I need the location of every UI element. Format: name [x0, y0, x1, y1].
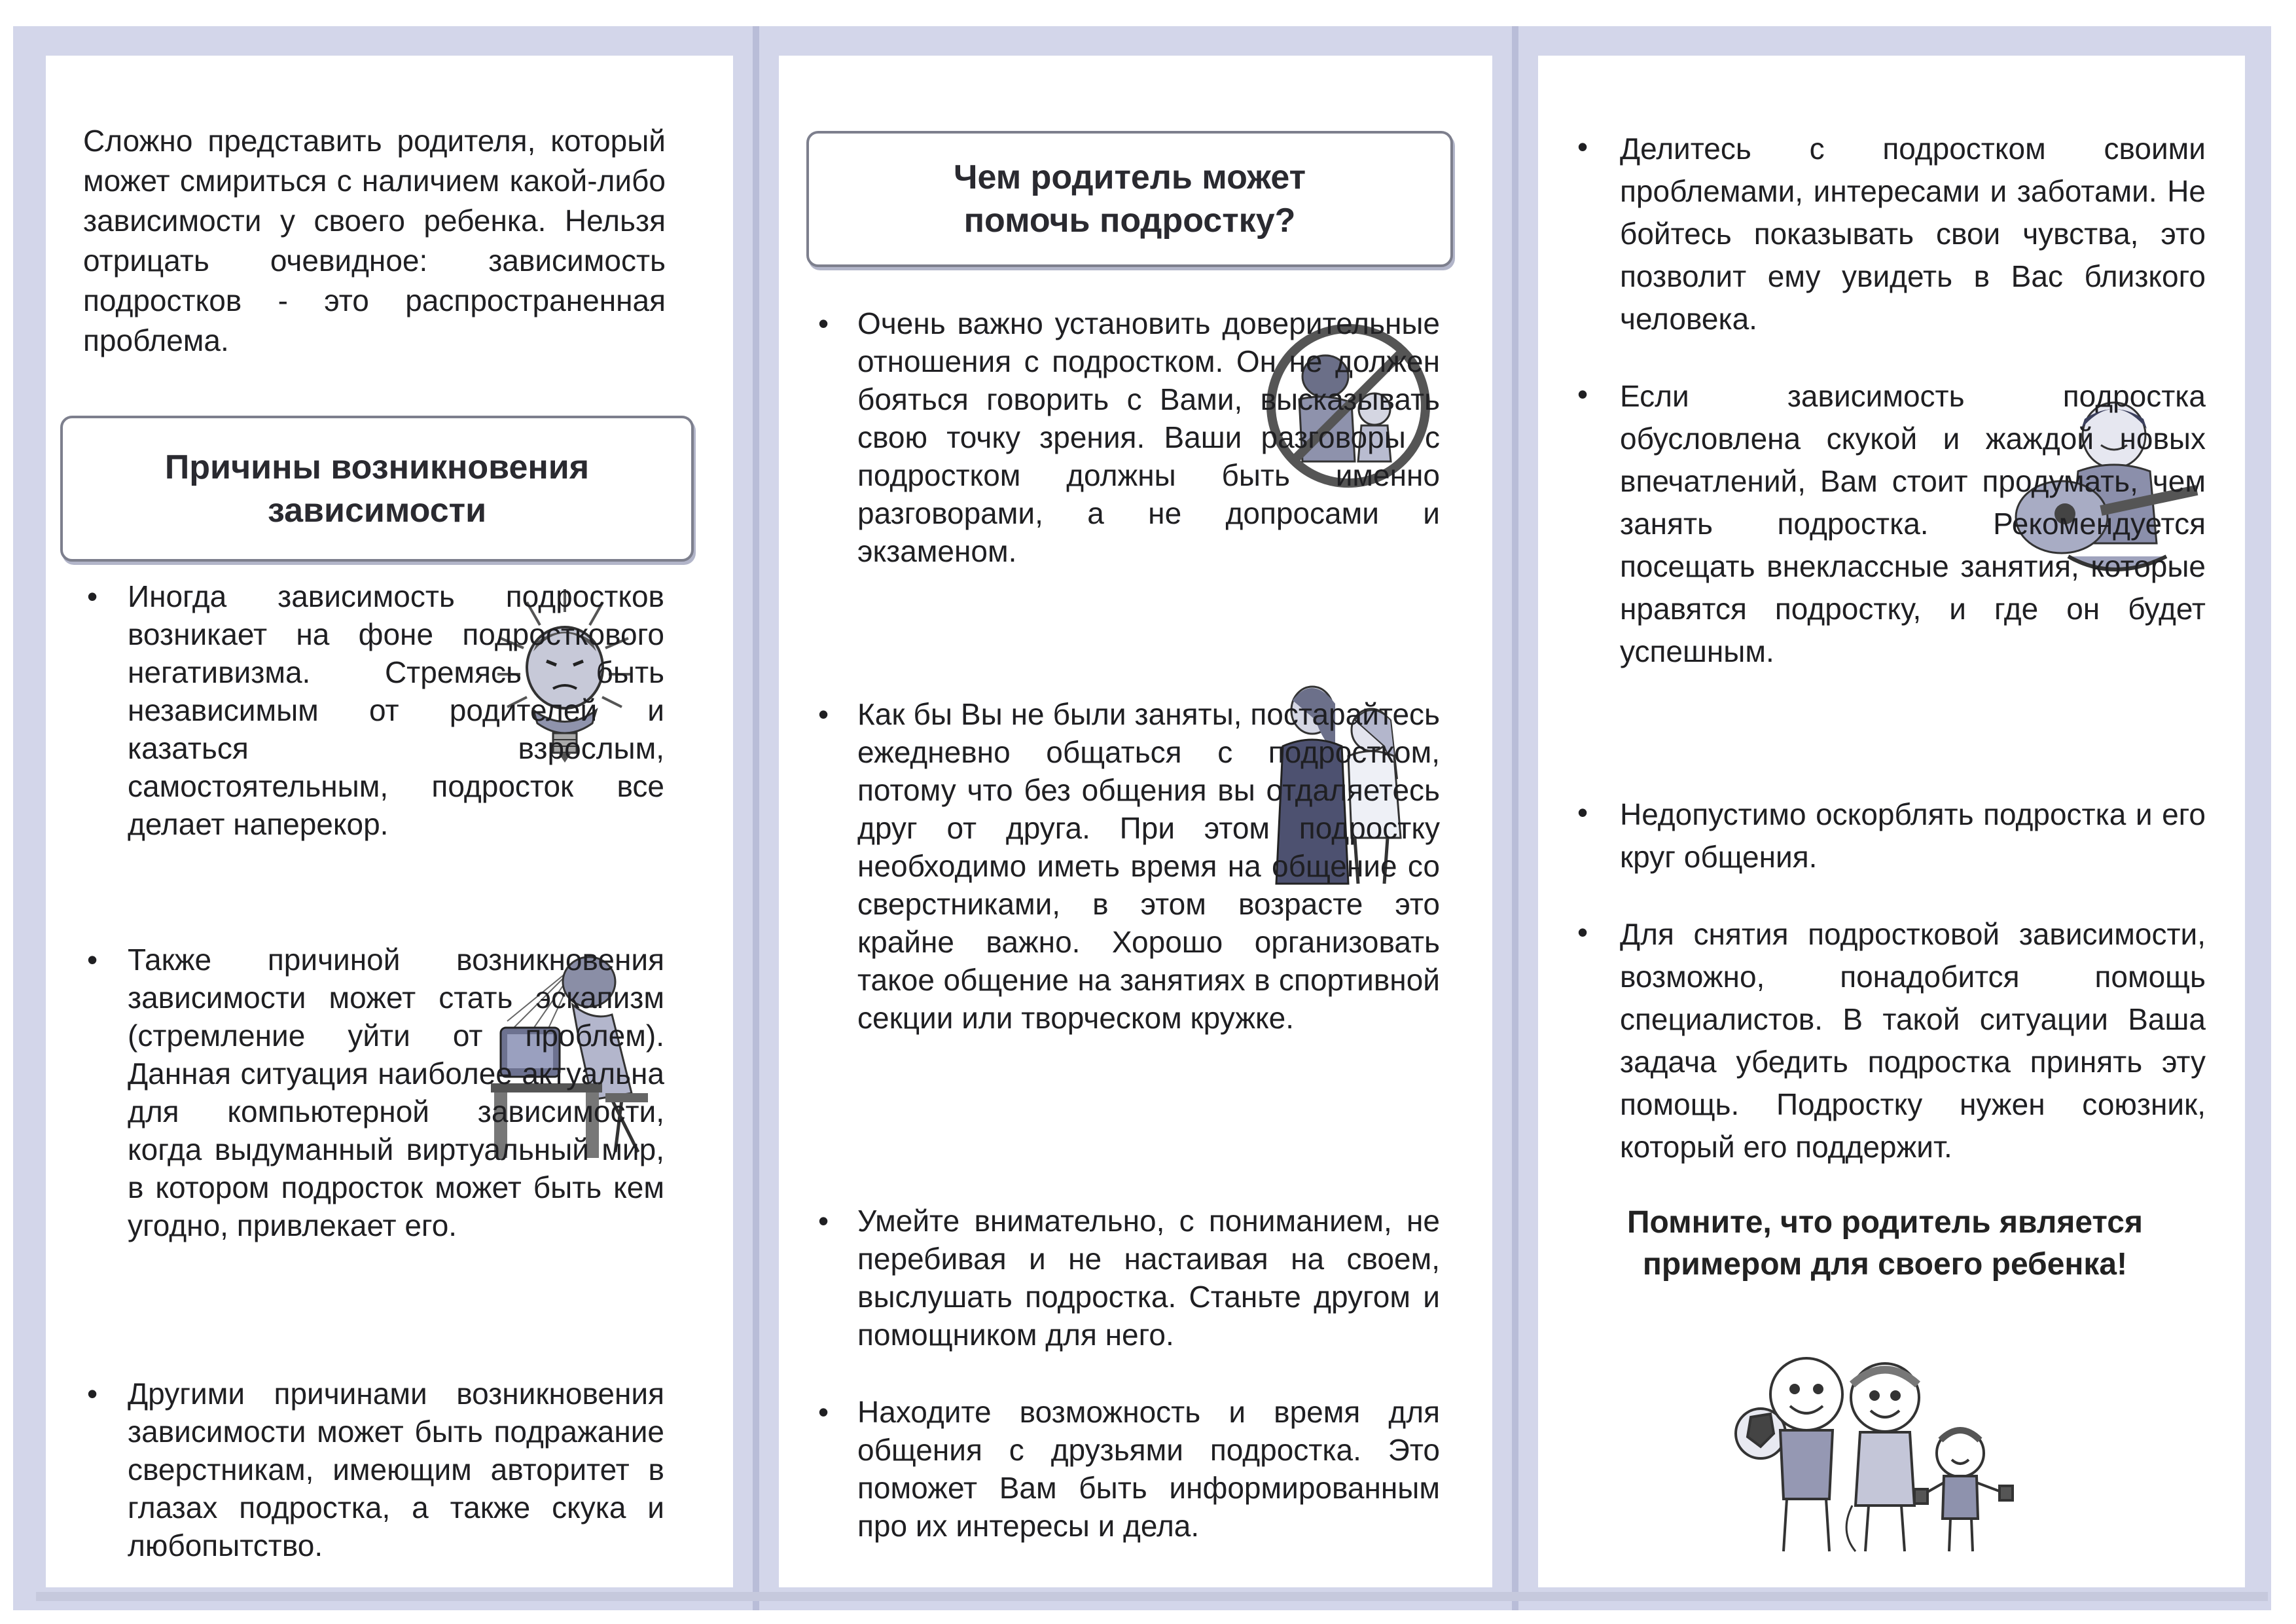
bullet-marker: • — [87, 1377, 98, 1411]
left-bullet-2: Также причиной возникновения зависимости может стать эскапизм (стремление уйти от проблем). Данная ситуация наиболее актуальна для компьютерной зависимости, когда выдуманный виртуальный мир, в котором подросток может быть кем угодно, привлекает его. — [128, 943, 664, 1242]
section-heading-box — [60, 416, 694, 562]
bullet-marker: • — [87, 579, 98, 613]
bullet-marker: • — [1577, 130, 1588, 164]
bullet-marker: • — [818, 697, 829, 731]
middle-bullet-4: Находите возможность и время для общения с друзьями подростка. Это поможет Вам быть информированным про их интересы и дела. — [857, 1395, 1440, 1543]
closing-statement: Помните, что родитель является примером для своего ребенка! — [1626, 1205, 2143, 1282]
middle-bullet-1: Очень важно установить доверительные отношения с подростком. Он не должен бояться говорить с Вами, высказывать свою точку зрения. Ваши разговоры с подростком должны быть именно разговорами, а не допросами и экзаменом. — [857, 306, 1440, 568]
bottom-stripe — [36, 1592, 2268, 1601]
fold-line-left — [753, 26, 759, 1610]
right-bullet-3: Недопустимо оскорблять подростка и его круг общения. — [1620, 797, 2206, 874]
bullet-marker: • — [818, 306, 829, 340]
right-bullet-2: Если зависимость подростка обусловлена скукой и жаждой новых впечатлений, Вам стоит продумать, чем занять подростка. Рекомендуется посещать внеклассные занятия, которые нравятся подростку, и где он будет успешным. — [1620, 379, 2206, 668]
bullet-marker: • — [87, 943, 98, 977]
family-kids-icon — [1734, 1348, 2042, 1558]
left-bullet-1: Иногда зависимость подростков возникает на фоне подросткового негативизма. Стремясь быть независимым от родителей и казаться взрослым, самостоятельным, подросток все делает наперекор. — [128, 579, 664, 841]
right-bullet-1: Делитесь с подростком своими проблемами, интересами и заботами. Не бойтесь показывать свои чувства, это позволит ему увидеть в Вас близкого человека. — [1620, 132, 2206, 336]
section-heading-box — [806, 131, 1453, 267]
bullet-marker: • — [1577, 377, 1588, 411]
right-bullet-4: Для снятия подростковой зависимости, возможно, понадобится помощь специалистов. В такой ситуации Ваша задача убедить подростка принять эту помощь. Подростку нужен союзник, который его поддержит. — [1620, 917, 2206, 1164]
bullet-marker: • — [1577, 915, 1588, 949]
intro-paragraph: Сложно представить родителя, который может смириться с наличием какой-либо зависимости у своего ребенка. Нельзя отрицать очевидное: зависимость подростков - это распространенная проблема. — [83, 124, 666, 357]
left-bullet-3: Другими причинами возникновения зависимости может быть подражание сверстникам, имеющим авторитет в глазах подростка, а также скука и любопытство. — [128, 1377, 664, 1562]
section-heading: Причины возникновения зависимости — [164, 448, 590, 530]
bullet-marker: • — [1577, 795, 1588, 829]
bullet-marker: • — [818, 1204, 829, 1238]
section-heading: Чем родитель может помочь подростку? — [953, 158, 1306, 240]
middle-bullet-3: Умейте внимательно, с пониманием, не перебивая и не настаивая на своем, выслушать подростка. Станьте другом и помощником для него. — [857, 1204, 1440, 1352]
middle-bullet-2: Как бы Вы не были заняты, постарайтесь ежедневно общаться с подростком, потому что без общения вы отдаляетесь друг от друга. При этом подростку необходимо иметь время на общение со сверстниками, в этом возрасте это крайне важно. Хорошо организовать такое общение на занятиях в спортивной секции или творческом кружке. — [857, 697, 1440, 1035]
bullet-marker: • — [818, 1395, 829, 1429]
fold-line-right — [1512, 26, 1518, 1610]
